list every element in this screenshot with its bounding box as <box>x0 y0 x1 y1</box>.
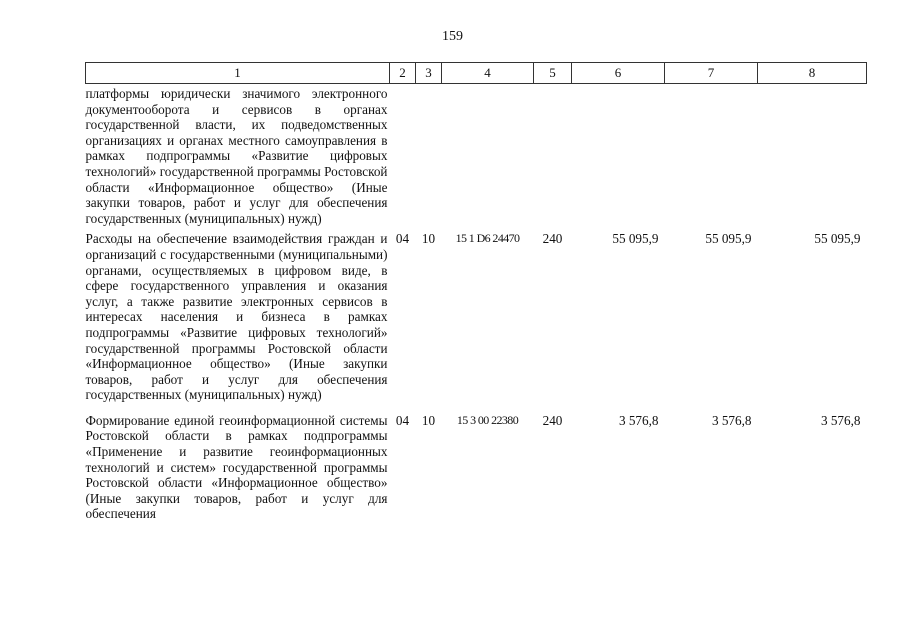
table-row <box>86 84 867 227</box>
row-amount-1: 55 095,9 <box>612 231 659 247</box>
table-header <box>86 63 867 84</box>
header-col-3: 3 <box>416 63 442 84</box>
row-expense-type <box>534 84 572 227</box>
row-amount-3: 3 576,8 <box>820 412 861 428</box>
row-subsection <box>416 84 442 227</box>
row-amount-3: 55 095,9 <box>814 231 861 247</box>
row-section: 04 <box>395 231 410 247</box>
row-subsection: 10 <box>421 231 436 247</box>
row-description: платформы юридически значимого электронного документооборота и сервисов в органах государственной власти, их подведомственных организациях и органах местного самоуправления в рамках подпрограммы «Развитие цифровых технологий» государственной программы Ростовской области «Информационное общество» (Иные закупки товаров, работ и услуг для обеспечения государственных (муниципальных) нужд) <box>85 86 388 226</box>
row-target-code <box>442 84 534 227</box>
row-amount-2: 55 095,9 <box>705 231 752 247</box>
row-target-code: 15 1 D6 24470 <box>455 231 520 246</box>
row-amount-1 <box>572 84 665 227</box>
header-col-4: 4 <box>442 63 534 84</box>
row-target-code: 15 3 00 22380 <box>456 412 519 427</box>
table-row <box>86 408 867 527</box>
header-col-6: 6 <box>572 63 665 84</box>
row-amount-1: 3 576,8 <box>618 412 659 428</box>
row-amount-2 <box>665 84 758 227</box>
header-col-8: 8 <box>758 63 867 84</box>
row-description: Расходы на обеспечение взаимодействия граждан и организаций с государственными (муниципальными) органами, осуществляемых в цифровом виде, в сфере государственного управления и оказания услуг, а также развитие электронных сервисов в интересах населения и бизнеса в рамках подпрограммы «Развитие цифровых технологий» государственной программы Ростовской области «Информационное общество» (Иные закупки товаров, работ и услуг для обеспечения государственных (муниципальных) нужд) <box>85 231 388 403</box>
header-col-1: 1 <box>86 63 390 84</box>
row-section: 04 <box>395 412 410 428</box>
header-col-7: 7 <box>665 63 758 84</box>
budget-table <box>85 62 867 527</box>
header-col-2: 2 <box>390 63 416 84</box>
table-row <box>86 226 867 408</box>
row-amount-2: 3 576,8 <box>711 412 752 428</box>
header-col-5: 5 <box>534 63 572 84</box>
row-subsection: 10 <box>421 412 436 428</box>
page-number: 159 <box>442 29 463 44</box>
row-section <box>390 84 416 227</box>
table-body <box>86 84 867 528</box>
row-expense-type: 240 <box>542 412 563 428</box>
header-row <box>86 63 867 84</box>
row-amount-3 <box>758 84 867 227</box>
row-description: Формирование единой геоинформационной системы Ростовской области в рамках подпрограммы «Применение и развитие геоинформационных технологий и систем» государственной программы Ростовской области «Информационное общество» (Иные закупки товаров, работ и услуг для обеспечения <box>85 412 388 522</box>
row-expense-type: 240 <box>542 231 563 247</box>
